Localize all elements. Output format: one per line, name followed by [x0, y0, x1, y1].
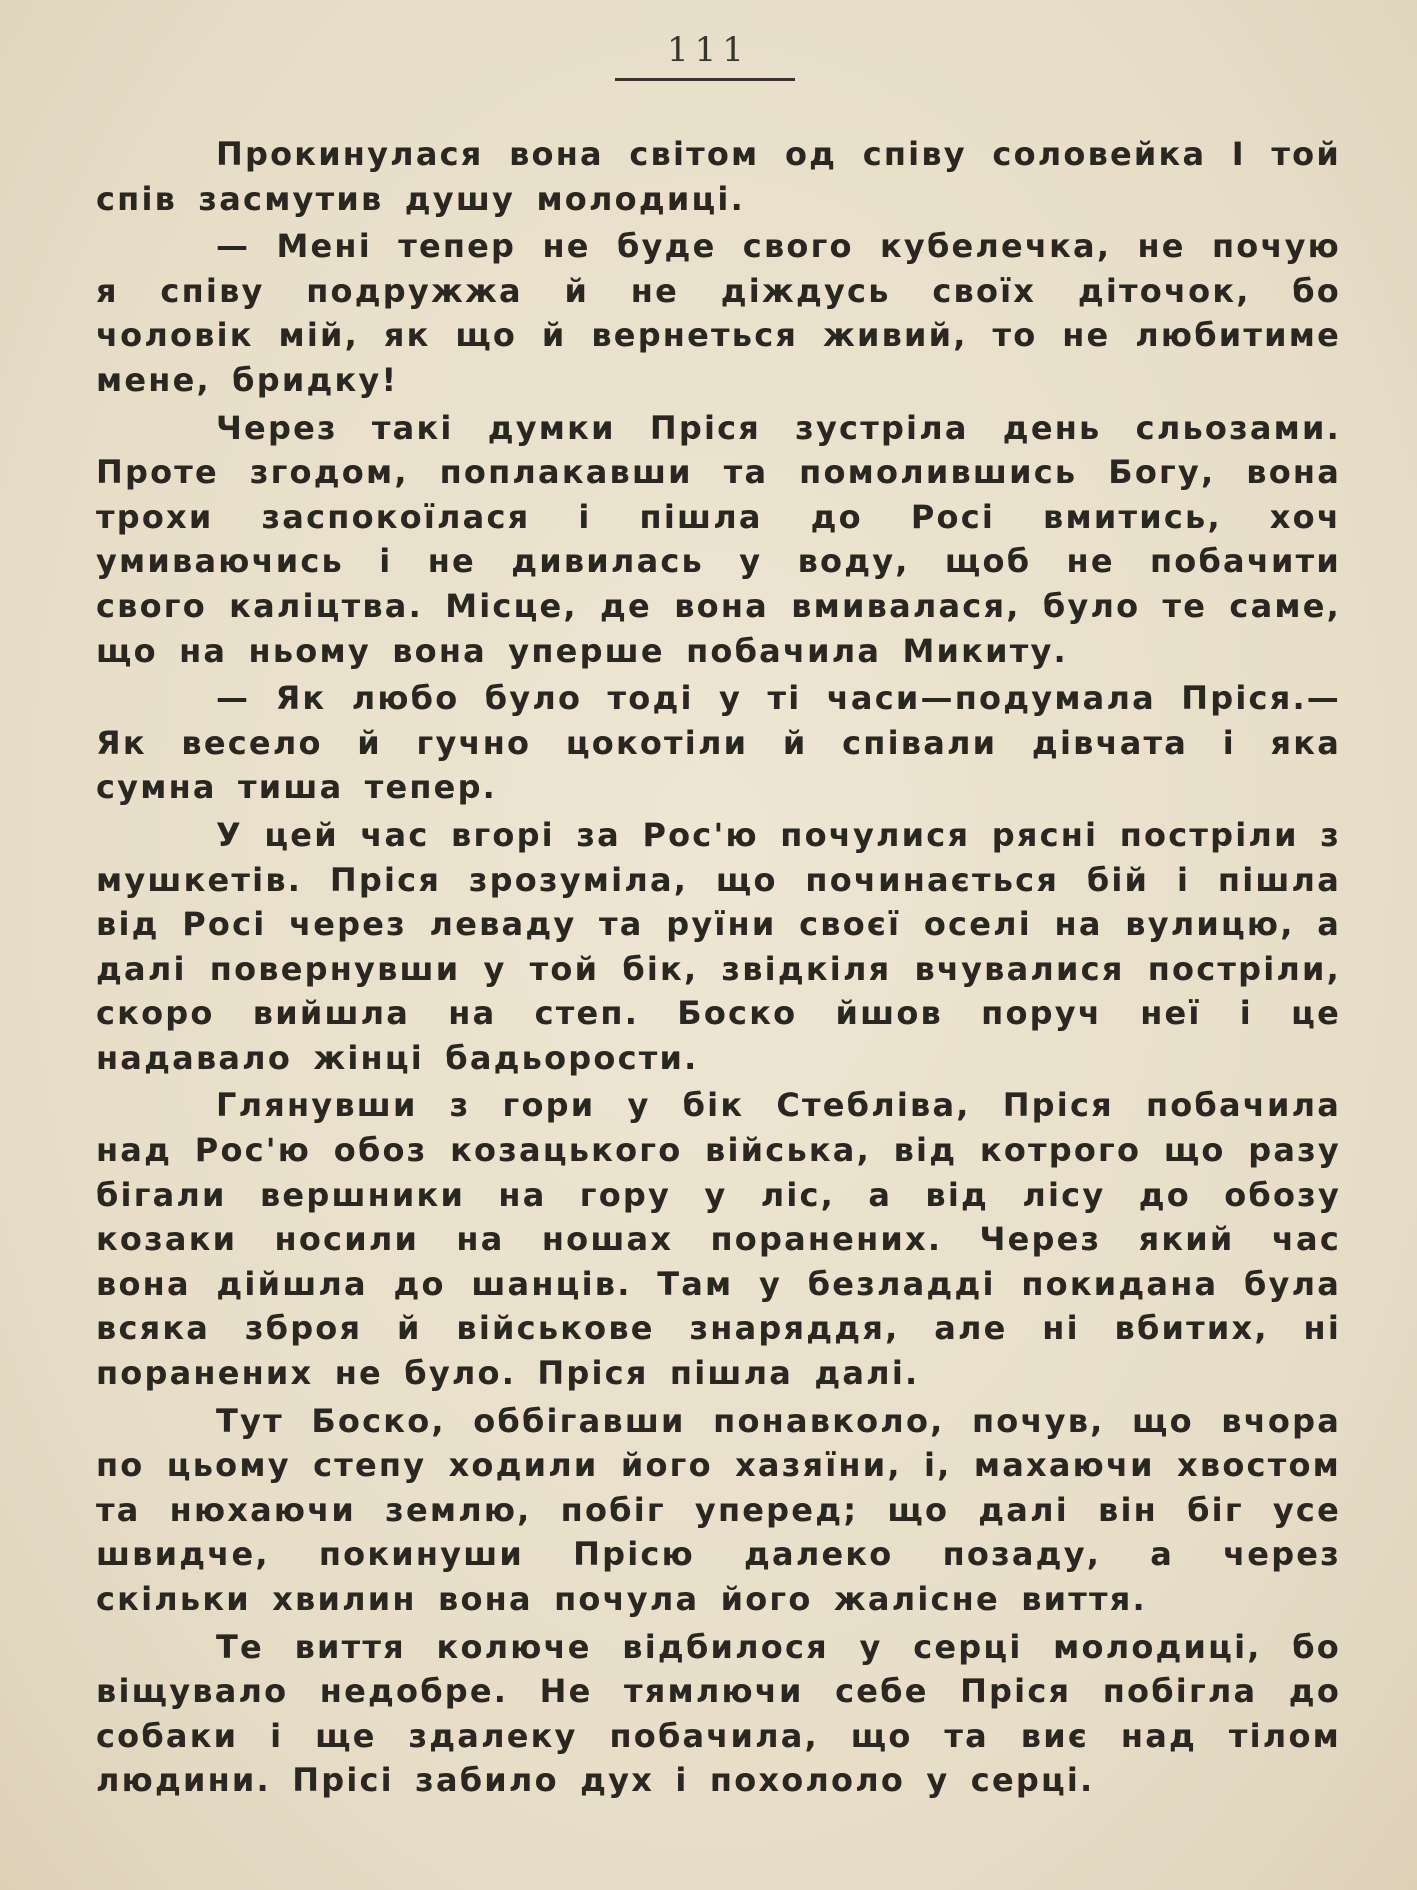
paragraph: Те виття колюче відбилося у серці молодиці, бо віщувало недобре. Не тямлючи себе Пріся побігла до собаки і ще здалеку побачила, що та виє над тілом людини. Прісі забило дух і похололо у серці.	[96, 1627, 1341, 1800]
paragraph: Глянувши з гори у бік Стебліва, Пріся побачила над Рос'ю обоз козацького війська, від котрого що разу бігали вершники на гору у ліс, а від лісу до обозу козаки носили на ношах поранених. Через який час вона дійшла до шанців. Там у безладді покидана була всяка зброя й військове знаряддя, але ні вбитих, ні поранених не було. Пріся пішла далі.	[96, 1086, 1341, 1393]
header-rule	[615, 78, 795, 81]
paragraph: — Як любо було тоді у ті часи—подумала Пріся.—Як весело й гучно цокотіли й співали дівчата і яка сумна тиша тепер.	[96, 679, 1341, 807]
paragraph: У цей час вгорі за Рос'ю почулися рясні постріли з мушкетів. Пріся зрозуміла, що починається бій і пішла від Росі через леваду та руїни своєї оселі на вулицю, а далі повернувши у той бік, звідкіля вчувалися постріли, скоро вийшла на степ. Боско йшов поруч неї і це надавало жінці бадьорости.	[96, 815, 1341, 1077]
paragraph: Тут Боско, оббігавши понавколо, почув, що вчора по цьому степу ходили його хазяїни, і, махаючи хвостом та нюхаючи землю, побіг уперед; що далі він біг усе швидче, покинуши Прісю далеко позаду, а через скільки хвилин вона почула його жалісне виття.	[96, 1401, 1341, 1618]
body-text	[96, 132, 1341, 1806]
paragraph: — Мені тепер не буде свого кубелечка, не почую я співу подружжа й не діждусь своїх діточок, бо чоловік мій, як що й вернеться живий, то не любитиме мене, бридку!	[96, 227, 1341, 399]
page-number: 111	[667, 30, 750, 70]
paragraph: Через такі думки Пріся зустріла день сльозами. Проте згодом, поплакавши та помолившись Богу, вона трохи заспокоїлася і пішла до Росі вмитись, хоч умиваючись і не дивилась у воду, щоб не побачити свого каліцтва. Місце, де вона вмивалася, було те саме, що на ньому вона уперше побачила Микиту.	[96, 408, 1341, 670]
paragraph: Прокинулася вона світом од співу соловейка І той спів засмутив душу молодиці.	[96, 135, 1341, 218]
